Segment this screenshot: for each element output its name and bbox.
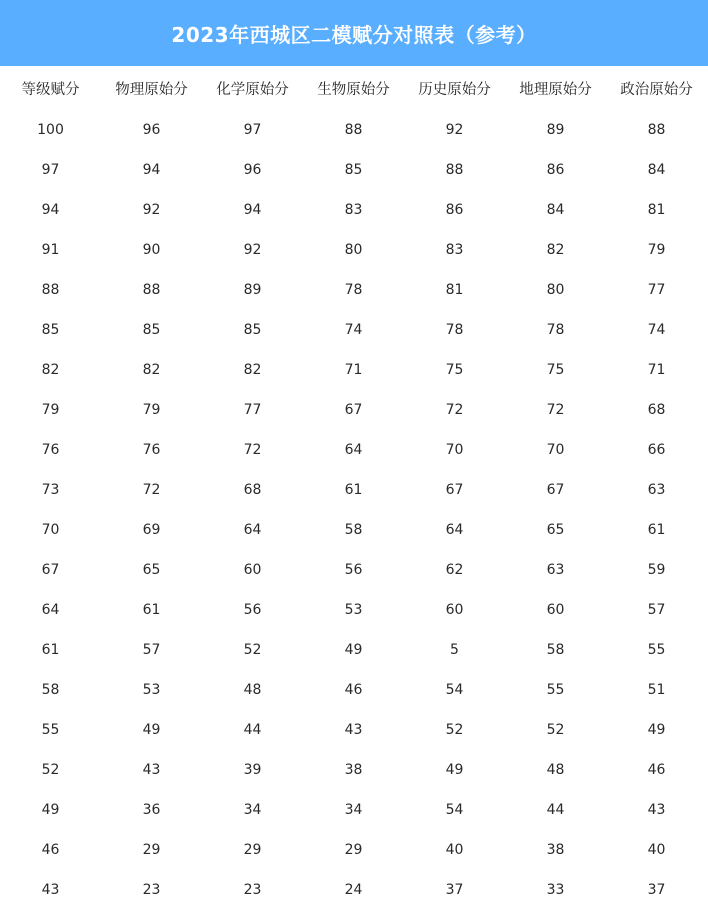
cell-geography: 38 <box>546 842 565 858</box>
cell-history: 75 <box>445 362 464 378</box>
cell-chemistry: 77 <box>243 402 262 418</box>
header-cell-geography: 地理原始分 <box>519 81 592 98</box>
cell-physics: 36 <box>142 802 161 818</box>
cell-politics: 74 <box>647 322 666 338</box>
cell-history: 54 <box>445 802 464 818</box>
cell-physics: 82 <box>142 362 161 378</box>
cell-grade: 97 <box>41 162 60 178</box>
cell-history: 83 <box>445 242 464 258</box>
cell-geography: 70 <box>546 442 565 458</box>
cell-chemistry: 52 <box>243 642 262 658</box>
cell-biology: 56 <box>344 562 363 578</box>
cell-politics: 43 <box>647 802 666 818</box>
cell-grade: 67 <box>41 562 60 578</box>
table-row <box>0 310 708 350</box>
cell-physics: 92 <box>142 202 161 218</box>
cell-biology: 38 <box>344 762 363 778</box>
cell-geography: 72 <box>546 402 565 418</box>
cell-biology: 80 <box>344 242 363 258</box>
cell-geography: 63 <box>546 562 565 578</box>
cell-history: 81 <box>445 282 464 298</box>
cell-physics: 90 <box>142 242 161 258</box>
cell-biology: 34 <box>344 802 363 818</box>
cell-politics: 88 <box>647 122 666 138</box>
cell-politics: 79 <box>647 242 666 258</box>
cell-physics: 57 <box>142 642 161 658</box>
table-row <box>0 470 708 510</box>
cell-grade: 73 <box>41 482 60 498</box>
cell-politics: 61 <box>647 522 666 538</box>
table-row <box>0 790 708 830</box>
cell-geography: 75 <box>546 362 565 378</box>
table-row <box>0 390 708 430</box>
header-cell-physics: 物理原始分 <box>115 81 188 98</box>
cell-grade: 88 <box>41 282 60 298</box>
cell-history: 54 <box>445 682 464 698</box>
cell-politics: 71 <box>647 362 666 378</box>
cell-chemistry: 48 <box>243 682 262 698</box>
cell-biology: 58 <box>344 522 363 538</box>
cell-biology: 85 <box>344 162 363 178</box>
table-row <box>0 270 708 310</box>
cell-grade: 49 <box>41 802 60 818</box>
table-row <box>0 750 708 790</box>
cell-grade: 82 <box>41 362 60 378</box>
table-row <box>0 550 708 590</box>
cell-history: 64 <box>445 522 464 538</box>
cell-physics: 69 <box>142 522 161 538</box>
cell-politics: 63 <box>647 482 666 498</box>
cell-chemistry: 97 <box>243 122 262 138</box>
cell-chemistry: 72 <box>243 442 262 458</box>
cell-chemistry: 29 <box>243 842 262 858</box>
cell-history: 49 <box>445 762 464 778</box>
cell-geography: 58 <box>546 642 565 658</box>
cell-biology: 88 <box>344 122 363 138</box>
cell-grade: 52 <box>41 762 60 778</box>
cell-biology: 67 <box>344 402 363 418</box>
cell-physics: 88 <box>142 282 161 298</box>
cell-biology: 78 <box>344 282 363 298</box>
cell-history: 92 <box>445 122 464 138</box>
cell-history: 52 <box>445 722 464 738</box>
cell-geography: 82 <box>546 242 565 258</box>
cell-chemistry: 39 <box>243 762 262 778</box>
cell-chemistry: 64 <box>243 522 262 538</box>
cell-chemistry: 56 <box>243 602 262 618</box>
cell-physics: 65 <box>142 562 161 578</box>
cell-history: 86 <box>445 202 464 218</box>
cell-biology: 74 <box>344 322 363 338</box>
cell-politics: 40 <box>647 842 666 858</box>
cell-politics: 59 <box>647 562 666 578</box>
header-cell-biology: 生物原始分 <box>317 81 390 98</box>
cell-chemistry: 44 <box>243 722 262 738</box>
cell-biology: 29 <box>344 842 363 858</box>
table-row <box>0 350 708 390</box>
cell-history: 5 <box>450 642 459 658</box>
cell-physics: 23 <box>142 882 161 898</box>
cell-physics: 94 <box>142 162 161 178</box>
cell-physics: 72 <box>142 482 161 498</box>
cell-biology: 49 <box>344 642 363 658</box>
cell-geography: 67 <box>546 482 565 498</box>
cell-history: 60 <box>445 602 464 618</box>
cell-politics: 77 <box>647 282 666 298</box>
cell-biology: 64 <box>344 442 363 458</box>
title-bar <box>0 0 708 66</box>
table-row <box>0 510 708 550</box>
table-row <box>0 190 708 230</box>
cell-grade: 55 <box>41 722 60 738</box>
cell-chemistry: 94 <box>243 202 262 218</box>
cell-politics: 81 <box>647 202 666 218</box>
cell-geography: 86 <box>546 162 565 178</box>
cell-chemistry: 68 <box>243 482 262 498</box>
table-row <box>0 710 708 750</box>
table-row <box>0 430 708 470</box>
cell-history: 70 <box>445 442 464 458</box>
cell-history: 62 <box>445 562 464 578</box>
cell-grade: 85 <box>41 322 60 338</box>
table-body <box>0 110 708 910</box>
cell-chemistry: 85 <box>243 322 262 338</box>
cell-politics: 57 <box>647 602 666 618</box>
cell-geography: 52 <box>546 722 565 738</box>
table-row <box>0 230 708 270</box>
cell-chemistry: 92 <box>243 242 262 258</box>
cell-geography: 78 <box>546 322 565 338</box>
cell-biology: 71 <box>344 362 363 378</box>
table-row <box>0 630 708 670</box>
cell-physics: 76 <box>142 442 161 458</box>
cell-physics: 61 <box>142 602 161 618</box>
cell-politics: 55 <box>647 642 666 658</box>
cell-biology: 46 <box>344 682 363 698</box>
header-cell-chemistry: 化学原始分 <box>216 81 289 98</box>
table-row <box>0 830 708 870</box>
cell-grade: 64 <box>41 602 60 618</box>
cell-biology: 24 <box>344 882 363 898</box>
cell-physics: 53 <box>142 682 161 698</box>
cell-chemistry: 96 <box>243 162 262 178</box>
cell-biology: 43 <box>344 722 363 738</box>
cell-chemistry: 34 <box>243 802 262 818</box>
cell-geography: 65 <box>546 522 565 538</box>
cell-grade: 76 <box>41 442 60 458</box>
cell-grade: 91 <box>41 242 60 258</box>
cell-geography: 48 <box>546 762 565 778</box>
table-row <box>0 150 708 190</box>
cell-geography: 55 <box>546 682 565 698</box>
score-table <box>0 66 708 910</box>
header-cell-history: 历史原始分 <box>418 81 491 98</box>
cell-politics: 49 <box>647 722 666 738</box>
cell-chemistry: 89 <box>243 282 262 298</box>
cell-physics: 29 <box>142 842 161 858</box>
cell-physics: 49 <box>142 722 161 738</box>
cell-geography: 44 <box>546 802 565 818</box>
cell-grade: 100 <box>37 122 64 138</box>
cell-geography: 89 <box>546 122 565 138</box>
cell-grade: 79 <box>41 402 60 418</box>
cell-history: 88 <box>445 162 464 178</box>
cell-physics: 79 <box>142 402 161 418</box>
cell-grade: 43 <box>41 882 60 898</box>
cell-history: 40 <box>445 842 464 858</box>
cell-grade: 94 <box>41 202 60 218</box>
cell-biology: 61 <box>344 482 363 498</box>
header-cell-grade: 等级赋分 <box>21 81 80 98</box>
cell-politics: 68 <box>647 402 666 418</box>
table-row <box>0 670 708 710</box>
table-header-row <box>0 66 708 110</box>
cell-biology: 83 <box>344 202 363 218</box>
cell-geography: 33 <box>546 882 565 898</box>
cell-politics: 37 <box>647 882 666 898</box>
cell-physics: 85 <box>142 322 161 338</box>
cell-geography: 84 <box>546 202 565 218</box>
cell-chemistry: 82 <box>243 362 262 378</box>
page-title: 2023年西城区二模赋分对照表（参考） <box>171 22 537 47</box>
cell-biology: 53 <box>344 602 363 618</box>
cell-grade: 58 <box>41 682 60 698</box>
table-row <box>0 110 708 150</box>
cell-chemistry: 23 <box>243 882 262 898</box>
cell-history: 37 <box>445 882 464 898</box>
cell-politics: 84 <box>647 162 666 178</box>
cell-chemistry: 60 <box>243 562 262 578</box>
table-row <box>0 590 708 630</box>
cell-physics: 43 <box>142 762 161 778</box>
cell-politics: 66 <box>647 442 666 458</box>
cell-grade: 70 <box>41 522 60 538</box>
cell-geography: 60 <box>546 602 565 618</box>
cell-history: 67 <box>445 482 464 498</box>
cell-physics: 96 <box>142 122 161 138</box>
table-row <box>0 870 708 910</box>
cell-geography: 80 <box>546 282 565 298</box>
cell-grade: 61 <box>41 642 60 658</box>
cell-grade: 46 <box>41 842 60 858</box>
cell-politics: 51 <box>647 682 666 698</box>
cell-history: 78 <box>445 322 464 338</box>
cell-politics: 46 <box>647 762 666 778</box>
cell-history: 72 <box>445 402 464 418</box>
header-cell-politics: 政治原始分 <box>620 81 693 98</box>
